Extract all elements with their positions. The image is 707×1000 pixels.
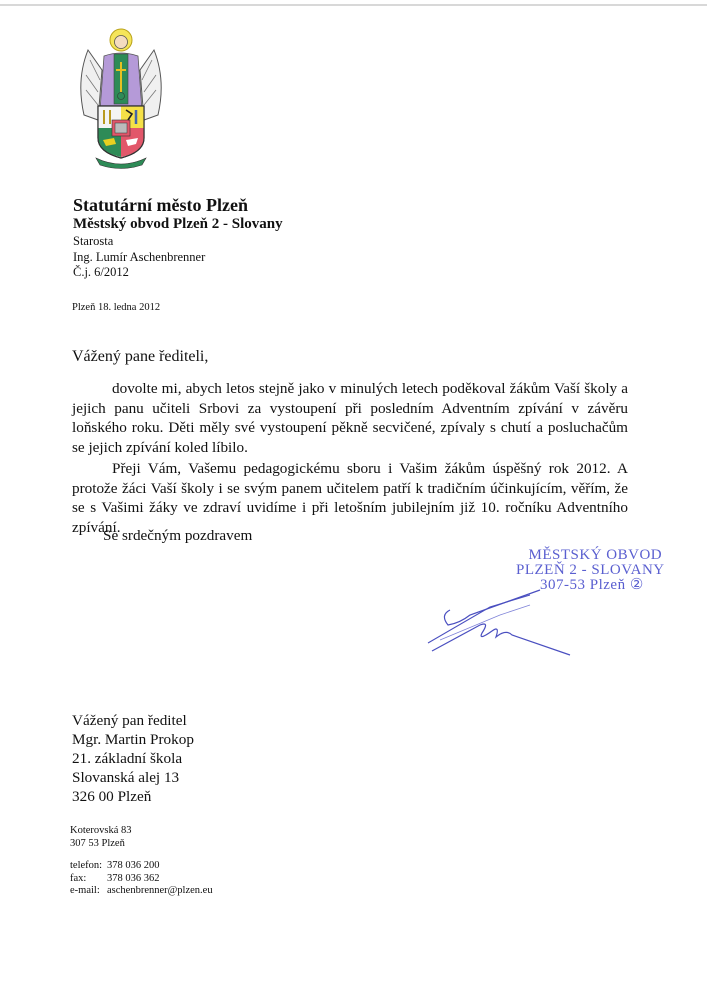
closing: Se srdečným pozdravem: [103, 527, 253, 544]
stamp-line-2: PLZEŇ 2 - SLOVANY: [516, 562, 665, 578]
phone-label: telefon:: [70, 860, 103, 871]
email-label: e-mail:: [70, 885, 100, 896]
footer-email-row: [70, 885, 213, 898]
recipient-line: Mgr. Martin Prokop: [72, 731, 194, 748]
city-name: Statutární město Plzeň: [73, 195, 248, 215]
salutation: Vážený pane řediteli,: [72, 348, 209, 365]
sender-name: Ing. Lumír Aschenbrenner: [73, 249, 206, 264]
footer-fax-row: [70, 873, 213, 886]
fax-value: 378 036 362: [107, 872, 160, 884]
scan-top-edge: [0, 4, 707, 6]
sender-role: Starosta: [73, 234, 114, 248]
coat-of-arms-icon: [76, 20, 166, 170]
recipient-line: Vážený pan ředitel: [72, 712, 187, 729]
recipient-line: 326 00 Plzeň: [72, 788, 152, 805]
signature-icon: [420, 585, 590, 660]
footer-postal: 307 53 Plzeň: [70, 837, 125, 849]
body-paragraph: [72, 459, 628, 537]
paragraph-text: dovolte mi, abych letos stejně jako v minulých letech poděkoval žákům Vaší školy a jejich panu učiteli Srbovi za vystoupení při posledním Adventním zpívání v závěru loňského roku. Děti měly své vystoupení pěkně secvičené, zpívaly s chutí a posluchačům se jejich zpívání koled líbilo.: [72, 380, 628, 456]
stamp-line-1: MĚSTSKÝ OBVOD: [528, 547, 663, 563]
email-value[interactable]: aschenbrenner@plzen.eu: [107, 885, 213, 896]
sender-contact-footer: [70, 825, 213, 898]
fax-label: fax:: [70, 872, 87, 884]
letterhead: [73, 196, 283, 282]
body-paragraph: [72, 379, 628, 457]
recipient-line: Slovanská alej 13: [72, 769, 180, 786]
paragraph-text: Přeji Vám, Vašemu pedagogickému sboru i Vašim žákům úspěšný rok 2012. A protože žáci Vaší školy i se svým panem učitelem patří k tradičním účinkujícím, věřím, že se s Vašimi žáky ve zdraví uvidíme i při letošním jubilejním již 10. ročníku Adventního zpívání.: [72, 460, 628, 536]
recipient-address: [72, 711, 194, 806]
reference-number: Č.j. 6/2012: [73, 265, 129, 279]
district-name: Městský obvod Plzeň 2 - Slovany: [73, 216, 283, 232]
phone-value: 378 036 200: [107, 860, 160, 871]
stamp-line-3: 307-53 Plzeň ②: [540, 577, 644, 593]
footer-street: Koterovská 83: [70, 825, 132, 836]
footer-phone-row: [70, 860, 213, 873]
recipient-line: 21. základní škola: [72, 750, 183, 767]
letter-date: Plzeň 18. ledna 2012: [72, 302, 161, 313]
